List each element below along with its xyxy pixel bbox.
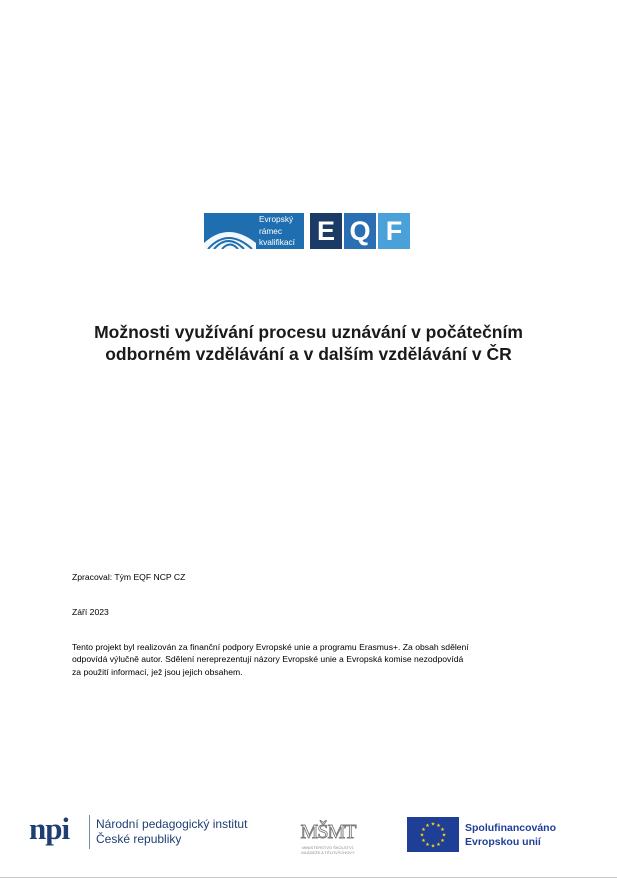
eu-star-icon: ★ bbox=[436, 842, 441, 849]
eu-star-icon: ★ bbox=[440, 838, 445, 844]
eu-star-icon: ★ bbox=[440, 827, 445, 833]
eqf-logo-line: Evropský bbox=[259, 214, 294, 224]
eu-star-icon: ★ bbox=[425, 842, 430, 849]
eu-cofunded-logo bbox=[407, 817, 577, 853]
eqf-logo-emblem bbox=[204, 213, 304, 249]
eu-star-icon: ★ bbox=[419, 832, 425, 839]
msmt-caption bbox=[291, 845, 365, 855]
date-line: Září 2023 bbox=[72, 607, 109, 617]
eqf-letter-e: E bbox=[310, 213, 342, 249]
title-line-1: Možnosti využívání procesu uznávání v počátečním bbox=[94, 322, 523, 342]
eqf-letter-f: F bbox=[378, 213, 410, 249]
funding-disclaimer bbox=[72, 641, 562, 678]
msmt-logo-mark: MŠMT bbox=[300, 821, 356, 843]
eu-star-icon: ★ bbox=[441, 832, 447, 839]
msmt-caption-line-1: MINISTERSTVO ŠKOLSTVÍ, bbox=[302, 845, 354, 850]
msmt-emblem-icon bbox=[291, 814, 365, 844]
eu-line-2: Evropskou unií bbox=[465, 836, 541, 848]
eu-star-icon: ★ bbox=[430, 843, 436, 850]
eu-stars bbox=[407, 817, 459, 852]
npi-logo-divider bbox=[89, 815, 90, 849]
eqf-letters bbox=[310, 213, 412, 249]
eu-star-icon: ★ bbox=[421, 827, 426, 833]
npi-line-1: Národní pedagogický institut bbox=[96, 817, 248, 831]
npi-line-2: České republiky bbox=[96, 832, 182, 846]
disclaimer-line-1: Tento projekt byl realizován za finanční podpory Evropské unie a programu Erasmus+. Za obsah sdělení bbox=[72, 642, 469, 652]
eu-text bbox=[465, 821, 556, 849]
eu-star-icon: ★ bbox=[421, 838, 426, 844]
title-line-2: odborném vzdělávání a v dalším vzdělávání v ČR bbox=[105, 344, 512, 364]
eu-flag-icon bbox=[407, 817, 459, 852]
disclaimer-line-2: odpovídá výlučně autor. Sdělení nereprezentují názory Evropské unie a Evropská komise nezodpovídá bbox=[72, 654, 464, 665]
document-title bbox=[40, 321, 577, 365]
eu-star-icon: ★ bbox=[425, 822, 430, 829]
eqf-logo bbox=[204, 213, 413, 249]
npi-logo-text bbox=[96, 817, 247, 847]
eu-star-icon: ★ bbox=[436, 822, 441, 829]
npi-logo bbox=[29, 812, 269, 852]
disclaimer-line-3: za použití informací, jež jsou jejich obsahem. bbox=[72, 666, 243, 677]
author-line: Zpracoval: Tým EQF NCP CZ bbox=[72, 572, 186, 582]
eu-line-1: Spolufinancováno bbox=[465, 822, 557, 834]
eqf-letter-q: Q bbox=[344, 213, 376, 249]
eqf-logo-line: rámec bbox=[259, 225, 283, 236]
npi-logo-mark: npi bbox=[29, 811, 70, 846]
eu-star-icon: ★ bbox=[430, 821, 436, 828]
msmt-logo bbox=[291, 814, 365, 854]
eqf-logo-line: kvalifikací bbox=[259, 237, 295, 247]
page-bottom-border bbox=[0, 877, 617, 878]
eqf-logo-text bbox=[259, 214, 295, 249]
msmt-caption-line-2: MLÁDEŽE A TĚLOVÝCHOVY bbox=[301, 850, 355, 855]
